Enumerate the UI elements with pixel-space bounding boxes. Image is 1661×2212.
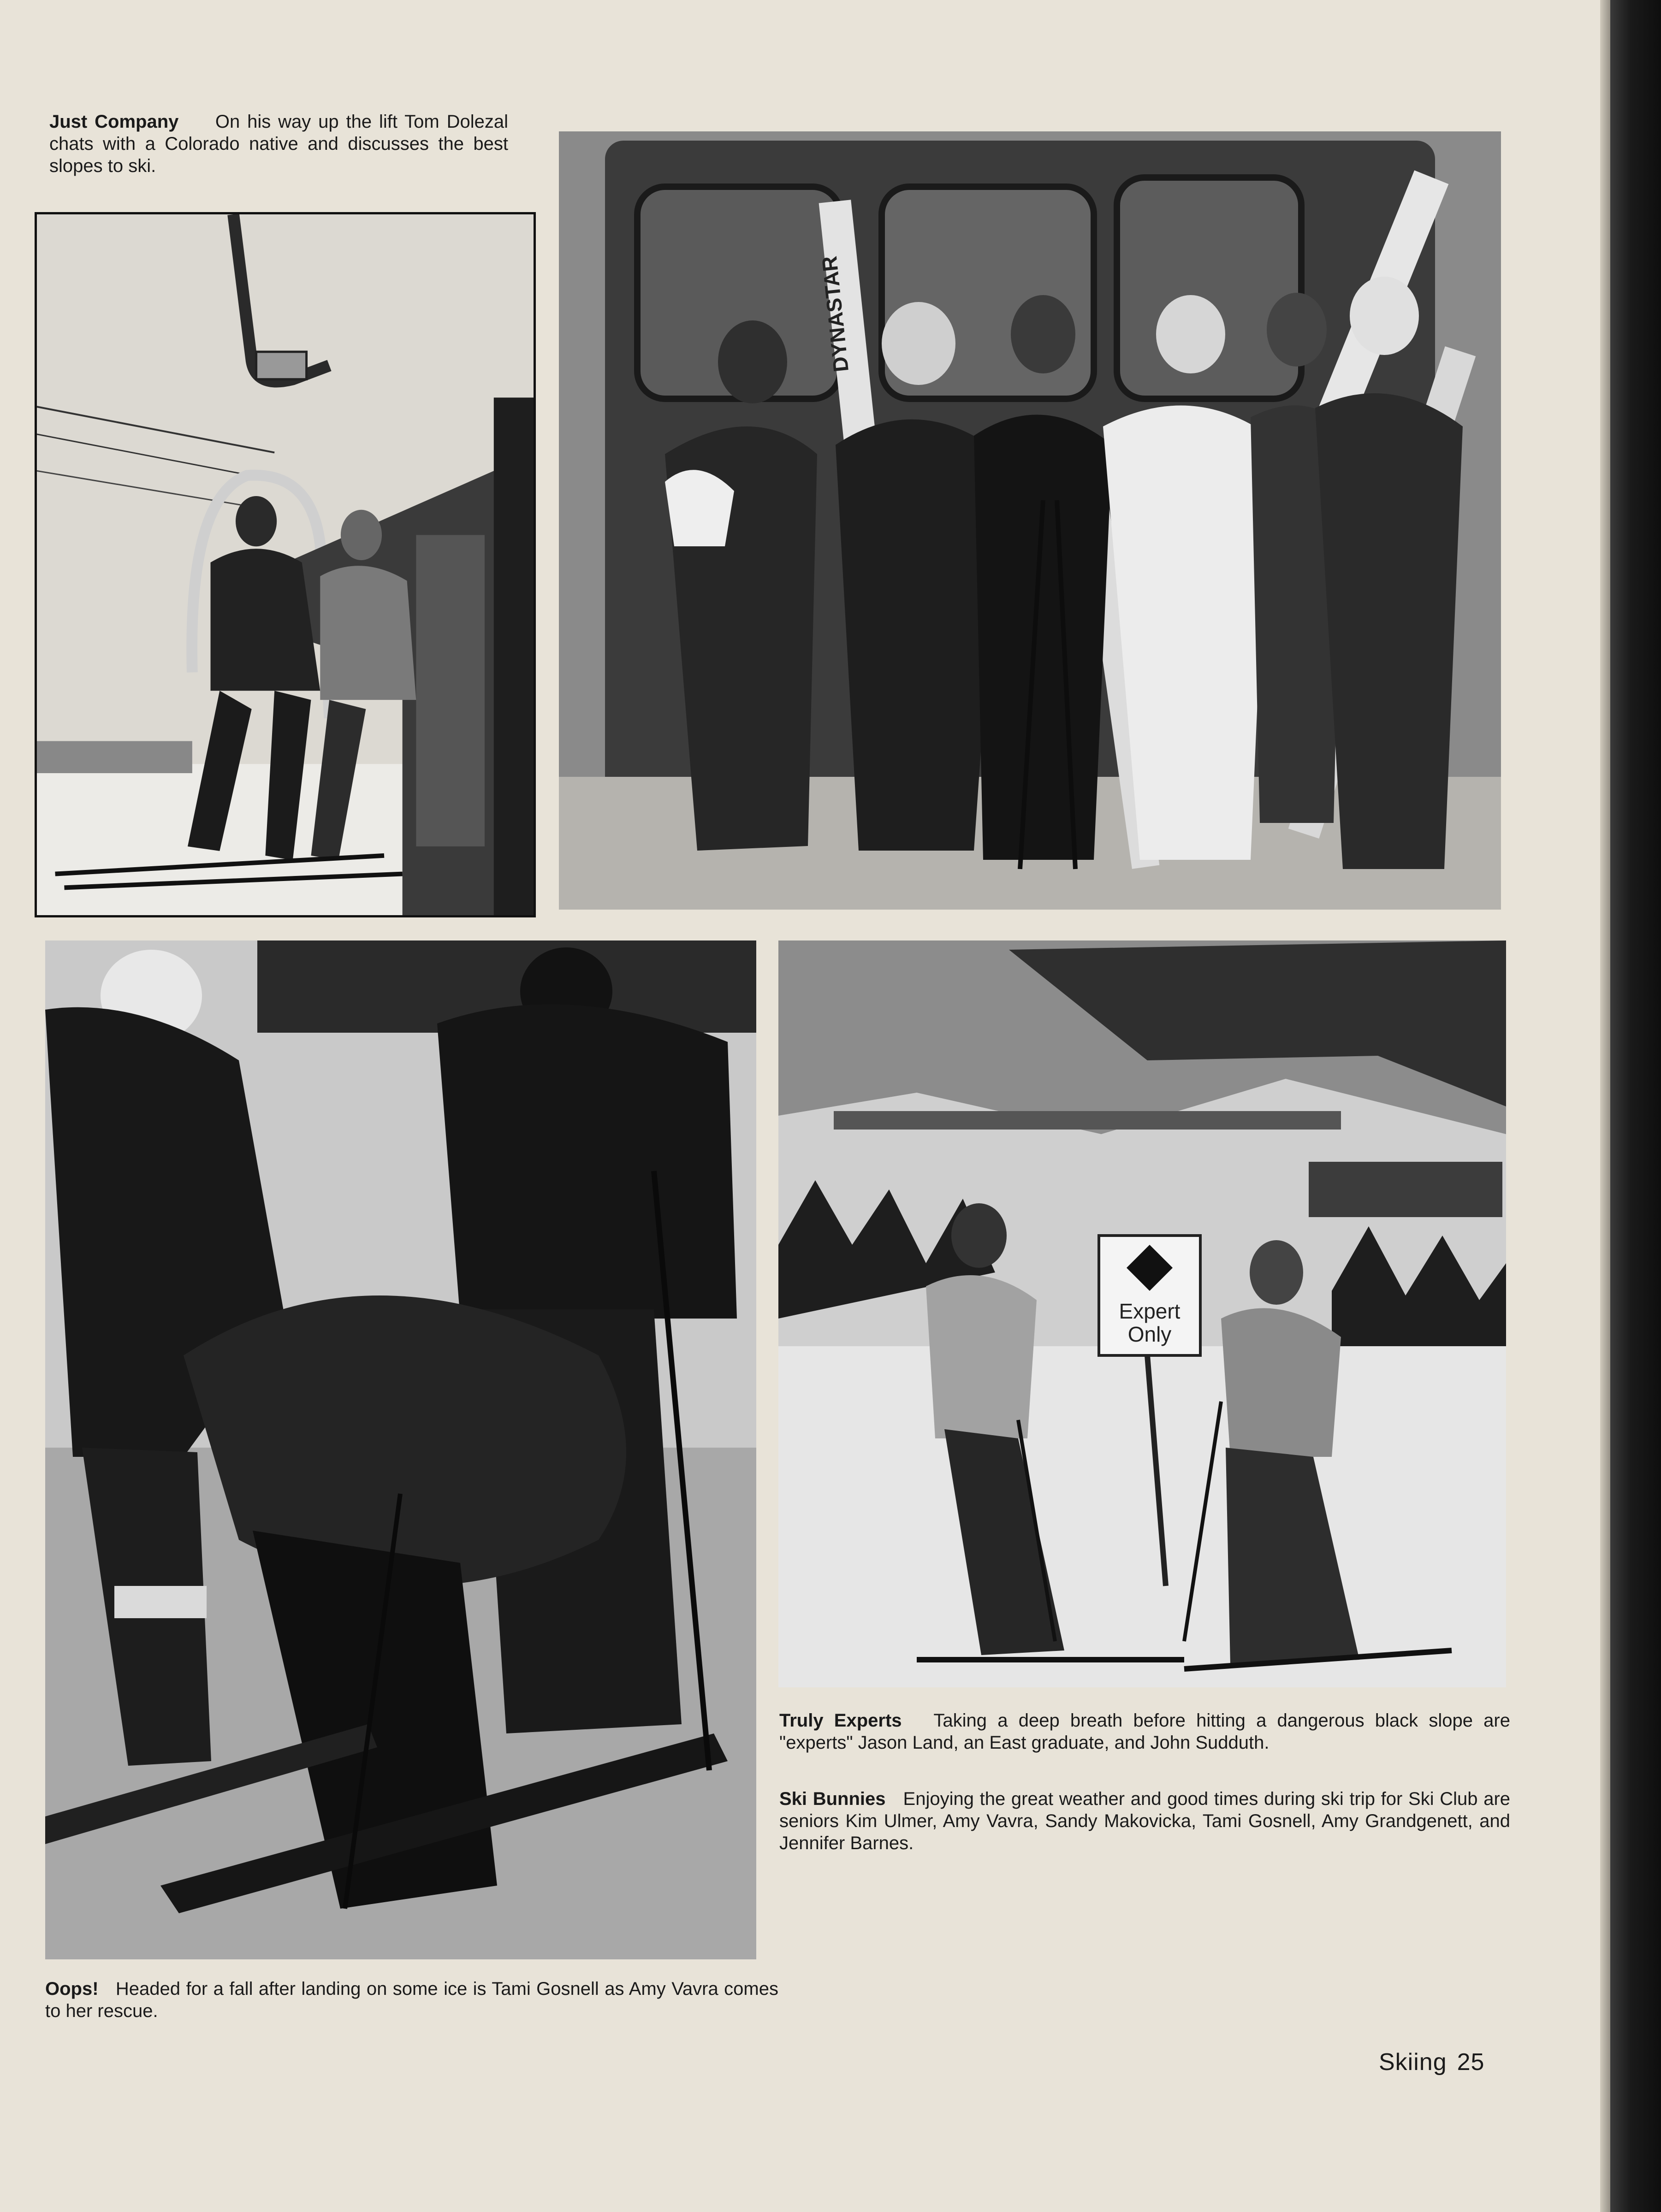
caption-title: Ski Bunnies <box>779 1789 886 1809</box>
expert-image <box>778 940 1506 1687</box>
caption-just-company <box>49 111 508 177</box>
fall-image <box>45 940 756 1959</box>
group-image <box>559 131 1501 910</box>
page-edge-shadow <box>1600 0 1610 2212</box>
caption-text: Taking a deep breath before hitting a dangerous black slope are "experts" Jason Land, an East graduate, and John Sudduth. <box>779 1710 1510 1753</box>
photo-chairlift <box>35 212 536 917</box>
chairlift-image <box>37 214 534 915</box>
caption-oops <box>45 1978 778 2022</box>
book-binding <box>1610 0 1661 2212</box>
page-folio <box>1379 2048 1484 2076</box>
caption-title: Truly Experts <box>779 1710 902 1731</box>
folio-section: Skiing <box>1379 2049 1447 2076</box>
folio-page-number: 25 <box>1457 2049 1485 2076</box>
caption-text: On his way up the lift Tom Dolezal chats with a Colorado native and discusses the best slopes to ski. <box>49 112 508 176</box>
photo-expert-only <box>778 940 1506 1687</box>
caption-ski-bunnies <box>779 1788 1510 1854</box>
caption-truly-experts <box>779 1709 1510 1754</box>
caption-text: Headed for a fall after landing on some ice is Tami Gosnell as Amy Vavra comes to her rescue. <box>45 1979 778 2021</box>
sign-line2: Only <box>1127 1322 1172 1346</box>
ski-brand-label: DYNASTAR <box>817 255 853 373</box>
caption-title: Just Company <box>49 112 179 132</box>
caption-title: Oops! <box>45 1979 99 1999</box>
photo-ski-club-group <box>559 131 1501 910</box>
caption-text: Enjoying the great weather and good times during ski trip for Ski Club are seniors Kim Ulmer, Amy Vavra, Sandy Makovicka, Tami Gosnell, Amy Grandgenett, and Jennifer Barnes. <box>779 1789 1511 1853</box>
photo-oops-fall <box>45 940 756 1959</box>
sign-line1: Expert <box>1119 1299 1180 1323</box>
